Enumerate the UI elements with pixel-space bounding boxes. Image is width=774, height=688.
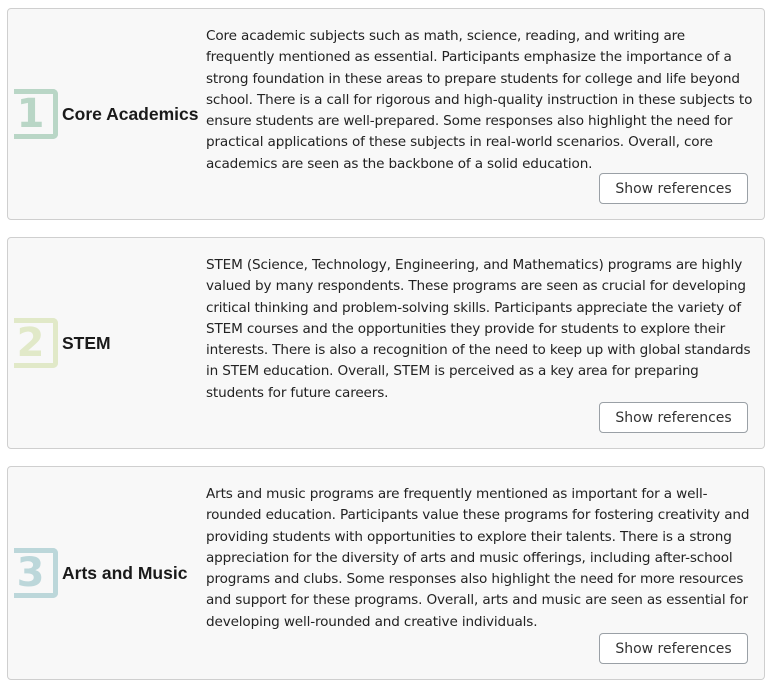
theme-number: 2 xyxy=(16,320,45,366)
theme-description: STEM (Science, Technology, Engineering, and Mathematics) programs are highly valued by many respondents. These programs are seen as crucial for developing critical thinking and problem-solving skills. Participants appreciate the variety of STEM courses and the opportunities they provide for students to explore their interests. There is also a recognition of the need to keep up with global standards in STEM education. Overall, STEM is perceived as a key area for preparing students for future careers. xyxy=(206,257,751,401)
theme-number: 3 xyxy=(16,550,45,596)
show-references-button[interactable]: Show references xyxy=(599,173,748,204)
theme-header xyxy=(8,467,203,679)
theme-number-badge xyxy=(14,548,58,598)
theme-title: STEM xyxy=(62,332,111,353)
theme-header xyxy=(8,238,203,448)
theme-number: 1 xyxy=(16,91,45,137)
theme-card-core-academics xyxy=(7,8,765,220)
theme-description: Core academic subjects such as math, science, reading, and writing are frequently mentioned as essential. Participants emphasize the importance of a strong foundation in these areas to prepare students for college and life beyond school. There is a call for rigorous and high-quality instruction in these subjects to ensure students are well-prepared. Some responses also highlight the need for practical applications of these subjects in real-world scenarios. Overall, core academics are seen as the backbone of a solid education. xyxy=(206,28,753,172)
theme-header xyxy=(8,9,203,219)
theme-title: Arts and Music xyxy=(62,562,188,583)
theme-description: Arts and music programs are frequently mentioned as important for a well-rounded education. Participants value these programs for fostering creativity and providing students with opportunities to explore their talents. There is a strong appreciation for the diversity of arts and music offerings, including after-school programs and clubs. Some responses also highlight the need for more resources and support for these programs. Overall, arts and music are seen as essential for developing well-rounded and creative individuals. xyxy=(206,486,750,630)
show-references-button[interactable]: Show references xyxy=(599,402,748,433)
theme-card-stem xyxy=(7,237,765,449)
show-references-button[interactable]: Show references xyxy=(599,633,748,664)
theme-card-arts-and-music xyxy=(7,466,765,680)
theme-title: Core Academics xyxy=(62,103,199,124)
theme-number-badge xyxy=(14,89,58,139)
theme-number-badge xyxy=(14,318,58,368)
